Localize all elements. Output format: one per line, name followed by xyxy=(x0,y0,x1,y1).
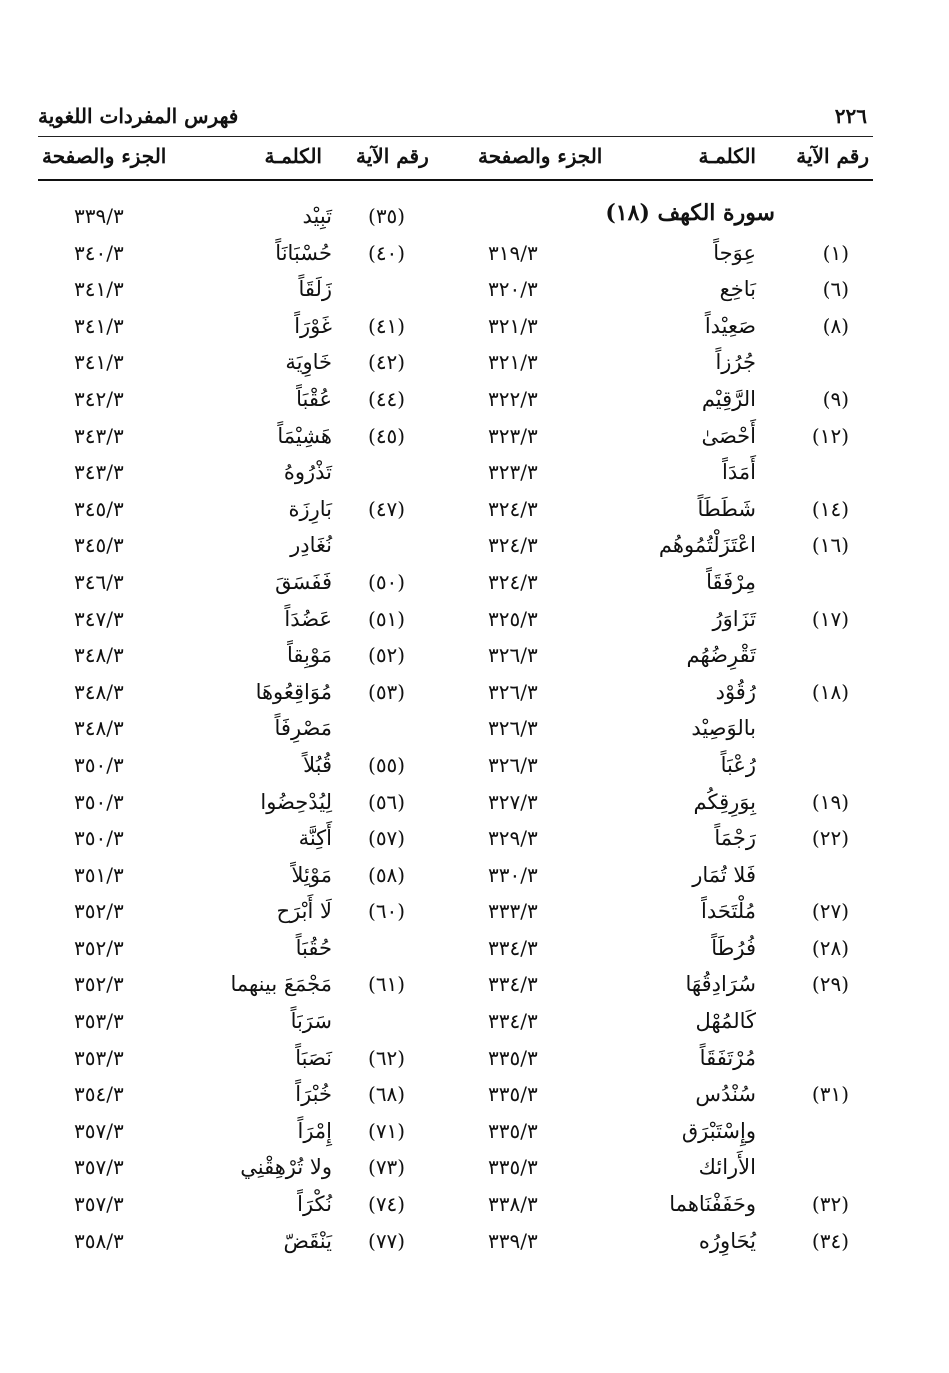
left-word: لِيُدْحِضُوا xyxy=(260,789,332,814)
right-ayah-number: (١٨) xyxy=(811,679,849,704)
left-word: تَذْرُوهُ xyxy=(283,460,332,485)
right-word: جُرُزاً xyxy=(715,350,756,375)
right-volume-page: ٣٢٥/٣ xyxy=(488,606,538,631)
right-volume-page: ٣٢٩/٣ xyxy=(488,826,538,851)
table-row xyxy=(38,237,873,274)
left-ayah-number: (٦٨) xyxy=(368,1082,406,1107)
left-volume-page: ٣٥٧/٣ xyxy=(74,1118,124,1143)
table-row xyxy=(38,676,873,713)
left-ayah-number: (٥٦) xyxy=(368,789,406,814)
left-ayah-number: (٦٠) xyxy=(368,899,406,924)
left-volume-page: ٣٤١/٣ xyxy=(74,277,124,302)
table-row xyxy=(38,639,873,676)
right-volume-page: ٣٣٣/٣ xyxy=(488,899,538,924)
left-ayah-number: (٥٥) xyxy=(368,752,406,777)
right-volume-page: ٣٣٥/٣ xyxy=(488,1118,538,1143)
right-word-header: الكلمـة xyxy=(698,144,756,168)
left-volume-page: ٣٥٢/٣ xyxy=(74,935,124,960)
right-word: أَمَدَاً xyxy=(722,460,756,485)
left-word: هَشِيْمَاً xyxy=(277,423,332,448)
left-word: أَكِنَّة xyxy=(298,826,332,851)
right-ayah-number: (٢٢) xyxy=(811,826,849,851)
left-ayah-number: (٦١) xyxy=(368,972,406,997)
table-row xyxy=(38,749,873,786)
right-word: رَجْمَاً xyxy=(714,826,756,851)
right-ayah-number: (٢٩) xyxy=(811,972,849,997)
left-volume-page: ٣٥٤/٣ xyxy=(74,1082,124,1107)
right-ayah-number: (٣٢) xyxy=(811,1192,849,1217)
right-word: وإِسْتَبْرَق xyxy=(681,1118,756,1143)
right-volume-page: ٣٣٥/٣ xyxy=(488,1155,538,1180)
table-row xyxy=(38,603,873,640)
right-ayah-number: (١٧) xyxy=(811,606,849,631)
right-ayah-number: (٢٨) xyxy=(811,935,849,960)
table-row xyxy=(38,346,873,383)
left-ayah-number: (٧٧) xyxy=(368,1228,406,1253)
column-headers xyxy=(38,144,873,176)
right-volume-page: ٣٢٣/٣ xyxy=(488,460,538,485)
page-header xyxy=(38,104,873,138)
right-word: يُحَاوِرُه xyxy=(698,1228,756,1253)
right-volume-page: ٣٣٥/٣ xyxy=(488,1082,538,1107)
right-word: وحَفَفْنَاهما xyxy=(669,1192,756,1217)
left-ayah-number: (٥٧) xyxy=(368,826,406,851)
left-page-header: الجزء والصفحة xyxy=(42,144,167,168)
left-word: حُسْبَانَاً xyxy=(275,240,332,265)
left-volume-page: ٣٥٢/٣ xyxy=(74,899,124,924)
page-number: ٢٢٦ xyxy=(834,104,867,128)
right-word: أَحْصَىٰ xyxy=(701,423,756,448)
right-word: سُنْدُس xyxy=(695,1082,756,1107)
table-row xyxy=(38,1225,873,1262)
table-row xyxy=(38,383,873,420)
right-volume-page: ٣٢٦/٣ xyxy=(488,643,538,668)
left-word: ولا تُرْهِقْنِي xyxy=(240,1155,332,1180)
table-row xyxy=(38,1005,873,1042)
right-ayah-number: (٣٤) xyxy=(811,1228,849,1253)
left-volume-page: ٣٥٧/٣ xyxy=(74,1155,124,1180)
left-ayah-number: (٥١) xyxy=(368,606,406,631)
right-ayah-number: (١٦) xyxy=(811,533,849,558)
left-volume-page: ٣٣٩/٣ xyxy=(74,204,124,228)
right-volume-page: ٣٢١/٣ xyxy=(488,350,538,375)
right-word: رُعْبَاً xyxy=(720,752,756,777)
right-volume-page: ٣٢٤/٣ xyxy=(488,569,538,594)
header-rule xyxy=(38,136,873,137)
right-word: مُرْتَفَقَاً xyxy=(699,1045,756,1070)
right-word: بَاخِع xyxy=(719,277,756,302)
right-volume-page: ٣٣٤/٣ xyxy=(488,972,538,997)
left-volume-page: ٣٤٨/٣ xyxy=(74,716,124,741)
table-row xyxy=(38,200,873,237)
table-row xyxy=(38,932,873,969)
table-row xyxy=(38,968,873,1005)
table-row xyxy=(38,566,873,603)
table-row xyxy=(38,822,873,859)
table-row xyxy=(38,895,873,932)
right-word: الرَّقِيْم xyxy=(701,386,756,411)
right-word: الأَرائك xyxy=(698,1155,756,1180)
left-word: مُوَاقِعُوهَا xyxy=(255,679,332,704)
right-ayah-number: (١٩) xyxy=(811,789,849,814)
right-ayah-number: (٣١) xyxy=(811,1082,849,1107)
right-word: مِرْفَقَاً xyxy=(706,569,756,594)
right-word: تَزَاوَرُ xyxy=(712,606,756,631)
left-volume-page: ٣٥٣/٣ xyxy=(74,1045,124,1070)
table-row xyxy=(38,1151,873,1188)
left-volume-page: ٣٤٧/٣ xyxy=(74,606,124,631)
left-word: يَنْقَضّ xyxy=(283,1228,332,1253)
left-volume-page: ٣٥٣/٣ xyxy=(74,1009,124,1034)
left-volume-page: ٣٤٣/٣ xyxy=(74,460,124,485)
left-ayah-number: (٤٥) xyxy=(368,423,406,448)
right-volume-page: ٣٢٠/٣ xyxy=(488,277,538,302)
left-word-header: الكلمـة xyxy=(264,144,322,168)
right-word: تَقْرِضُهُم xyxy=(686,643,756,668)
left-volume-page: ٣٤٣/٣ xyxy=(74,423,124,448)
right-volume-page: ٣٣٥/٣ xyxy=(488,1045,538,1070)
left-ayah-number: (٣٥) xyxy=(368,204,406,228)
right-volume-page: ٣٢٣/٣ xyxy=(488,423,538,448)
right-volume-page: ٣٣٠/٣ xyxy=(488,862,538,887)
left-word: نُكْرَاً xyxy=(297,1192,332,1217)
right-word: بالوَصِيْد xyxy=(691,716,756,741)
left-ayah-header: رقم الآية xyxy=(356,144,429,168)
left-word: نُغَادِر xyxy=(290,533,332,558)
table-row xyxy=(38,493,873,530)
left-volume-page: ٣٥٢/٣ xyxy=(74,972,124,997)
right-word: سُرَادِقُهَا xyxy=(685,972,756,997)
right-word: فُرُطَاً xyxy=(711,935,756,960)
left-ayah-number: (٧١) xyxy=(368,1118,406,1143)
left-word: قُبُلاً xyxy=(303,752,332,777)
right-ayah-number: (٩) xyxy=(822,386,849,411)
right-volume-page: ٣٣٩/٣ xyxy=(488,1228,538,1253)
right-word: صَعِيْداً xyxy=(704,313,756,338)
left-word: عَضُدَاً xyxy=(284,606,332,631)
surah-title: سورة الكهف (١٨) xyxy=(605,200,775,226)
left-ayah-number: (٤٧) xyxy=(368,496,406,521)
table-row xyxy=(38,1188,873,1225)
left-ayah-number: (٥٢) xyxy=(368,643,406,668)
table-row xyxy=(38,1042,873,1079)
left-word: عُقْبَاً xyxy=(296,386,332,411)
left-ayah-number: (٥٨) xyxy=(368,862,406,887)
left-word: سَرَبَاً xyxy=(290,1009,332,1034)
left-word: خُبْرَاً xyxy=(295,1082,332,1107)
table-row xyxy=(38,420,873,457)
right-word: كَالمُهْل xyxy=(695,1009,756,1034)
left-volume-page: ٣٥٠/٣ xyxy=(74,826,124,851)
left-word: إِمْرَاً xyxy=(297,1118,332,1143)
right-volume-page: ٣٢٦/٣ xyxy=(488,752,538,777)
vocabulary-index-table xyxy=(38,200,873,1261)
right-word: مُلْتَحَداً xyxy=(701,899,756,924)
left-word: نَصَبَاً xyxy=(295,1045,332,1070)
running-title: فهرس المفردات اللغوية xyxy=(38,104,239,128)
table-row xyxy=(38,273,873,310)
left-volume-page: ٣٤٨/٣ xyxy=(74,679,124,704)
right-volume-page: ٣١٩/٣ xyxy=(488,240,538,265)
right-word: عِوَجاً xyxy=(713,240,756,265)
left-volume-page: ٣٤٥/٣ xyxy=(74,533,124,558)
left-ayah-number: (٤٠) xyxy=(368,240,406,265)
right-volume-page: ٣٣٤/٣ xyxy=(488,935,538,960)
left-word: مَوْئِلاً xyxy=(291,862,332,887)
right-volume-page: ٣٣٤/٣ xyxy=(488,1009,538,1034)
left-word: لَا أَبْرَح xyxy=(276,899,332,924)
left-ayah-number: (٧٤) xyxy=(368,1192,406,1217)
left-volume-page: ٣٤٦/٣ xyxy=(74,569,124,594)
right-volume-page: ٣٢٦/٣ xyxy=(488,716,538,741)
left-volume-page: ٣٤٠/٣ xyxy=(74,240,124,265)
right-ayah-number: (٨) xyxy=(822,313,849,338)
table-row xyxy=(38,786,873,823)
table-row xyxy=(38,712,873,749)
left-word: تَبِيْد xyxy=(302,204,332,228)
left-ayah-number: (٦٢) xyxy=(368,1045,406,1070)
right-ayah-number: (١٤) xyxy=(811,496,849,521)
table-row xyxy=(38,529,873,566)
left-volume-page: ٣٤١/٣ xyxy=(74,313,124,338)
left-ayah-number: (٥٣) xyxy=(368,679,406,704)
left-volume-page: ٣٥٧/٣ xyxy=(74,1192,124,1217)
right-ayah-number: (٦) xyxy=(822,277,849,302)
left-word: غَوْرَاً xyxy=(294,313,332,338)
left-word: حُقُبَاً xyxy=(295,935,332,960)
right-word: رُقُوْد xyxy=(715,679,756,704)
right-volume-page: ٣٢٢/٣ xyxy=(488,386,538,411)
left-volume-page: ٣٥٠/٣ xyxy=(74,789,124,814)
left-volume-page: ٣٤٢/٣ xyxy=(74,386,124,411)
left-word: مَوْبِقاً xyxy=(287,643,332,668)
right-volume-page: ٣٢٤/٣ xyxy=(488,496,538,521)
right-word: فَلا تُمَار xyxy=(692,862,756,887)
right-word: اعْتَزَلْتُمُوهُم xyxy=(658,533,756,558)
right-volume-page: ٣٣٨/٣ xyxy=(488,1192,538,1217)
left-word: خَاوِيَة xyxy=(285,350,332,375)
left-word: زَلَقَاً xyxy=(298,277,332,302)
right-ayah-number: (١٢) xyxy=(811,423,849,448)
right-word: بِوَرِقِكُم xyxy=(693,789,756,814)
left-volume-page: ٣٤١/٣ xyxy=(74,350,124,375)
left-volume-page: ٣٤٨/٣ xyxy=(74,643,124,668)
left-ayah-number: (٧٣) xyxy=(368,1155,406,1180)
table-row xyxy=(38,859,873,896)
table-row xyxy=(38,1115,873,1152)
left-word: فَفَسَقَ xyxy=(275,569,332,594)
right-page-header: الجزء والصفحة xyxy=(478,144,603,168)
left-volume-page: ٣٥٨/٣ xyxy=(74,1228,124,1253)
left-volume-page: ٣٥١/٣ xyxy=(74,862,124,887)
right-volume-page: ٣٢٦/٣ xyxy=(488,679,538,704)
table-row xyxy=(38,456,873,493)
left-word: مَجْمَعَ بينهما xyxy=(230,972,332,997)
table-row xyxy=(38,1078,873,1115)
right-volume-page: ٣٢٧/٣ xyxy=(488,789,538,814)
left-ayah-number: (٤٤) xyxy=(368,386,406,411)
left-ayah-number: (٤٢) xyxy=(368,350,406,375)
right-ayah-header: رقم الآية xyxy=(796,144,869,168)
right-ayah-number: (١) xyxy=(822,240,849,265)
right-volume-page: ٣٢٤/٣ xyxy=(488,533,538,558)
column-header-rule xyxy=(38,179,873,181)
right-word: شَطَطَاً xyxy=(697,496,756,521)
table-row xyxy=(38,310,873,347)
left-volume-page: ٣٤٥/٣ xyxy=(74,496,124,521)
left-ayah-number: (٤١) xyxy=(368,313,406,338)
right-volume-page: ٣٢١/٣ xyxy=(488,313,538,338)
right-ayah-number: (٢٧) xyxy=(811,899,849,924)
left-word: بَارِزَة xyxy=(288,496,332,521)
left-word: مَصْرِفَاً xyxy=(274,716,332,741)
left-volume-page: ٣٥٠/٣ xyxy=(74,752,124,777)
left-ayah-number: (٥٠) xyxy=(368,569,406,594)
